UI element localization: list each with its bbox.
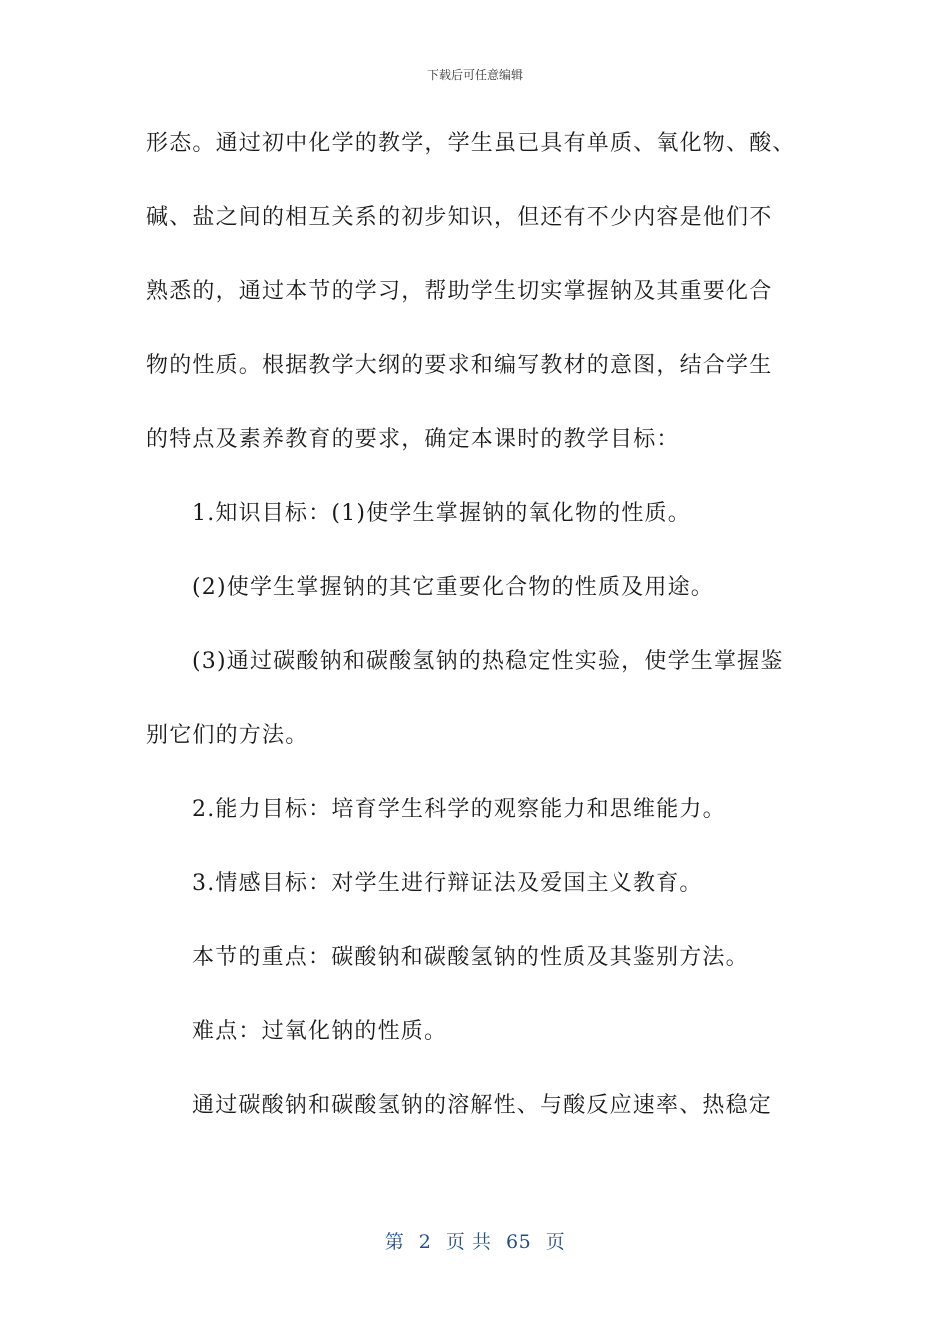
total-pages: 65	[506, 1231, 532, 1253]
paragraph-line: 通过碳酸钠和碳酸氢钠的溶解性、与酸反应速率、热稳定	[192, 1093, 773, 1118]
objective-ability: 2.能力目标：培育学生科学的观察能力和思维能力。	[192, 797, 726, 822]
paragraph-line: 物的性质。根据教学大纲的要求和编写教材的意图，结合学生	[146, 353, 773, 378]
page-footer	[0, 1227, 950, 1254]
difficult-point: 难点：过氧化钠的性质。	[192, 1019, 448, 1044]
objective-knowledge-2: (2)使学生掌握钠的其它重要化合物的性质及用途。	[192, 575, 714, 600]
footer-prefix: 第	[384, 1231, 405, 1253]
body-text	[146, 124, 814, 1160]
paragraph-line: 形态。通过初中化学的教学，学生虽已具有单质、氧化物、酸、	[146, 131, 796, 156]
footer-suffix: 页	[545, 1231, 566, 1253]
footer-mid: 页 共	[445, 1231, 492, 1253]
header-note: 下载后可任意编辑	[426, 68, 523, 82]
page-number: 2	[418, 1231, 432, 1253]
paragraph-line: 别它们的方法。	[146, 723, 309, 748]
paragraph-line: 的特点及素养教育的要求，确定本课时的教学目标：	[146, 427, 680, 452]
paragraph-line: 碱、盐之间的相互关系的初步知识，但还有不少内容是他们不	[146, 205, 773, 230]
objective-knowledge-3: (3)通过碳酸钠和碳酸氢钠的热稳定性实验，使学生掌握鉴	[192, 649, 784, 674]
key-point: 本节的重点：碳酸钠和碳酸氢钠的性质及其鉴别方法。	[192, 945, 749, 970]
objective-knowledge: 1.知识目标：(1)使学生掌握钠的氧化物的性质。	[192, 501, 691, 526]
objective-emotion: 3.情感目标：对学生进行辩证法及爱国主义教育。	[192, 871, 703, 896]
paragraph-line: 熟悉的，通过本节的学习，帮助学生切实掌握钠及其重要化合	[146, 279, 773, 304]
